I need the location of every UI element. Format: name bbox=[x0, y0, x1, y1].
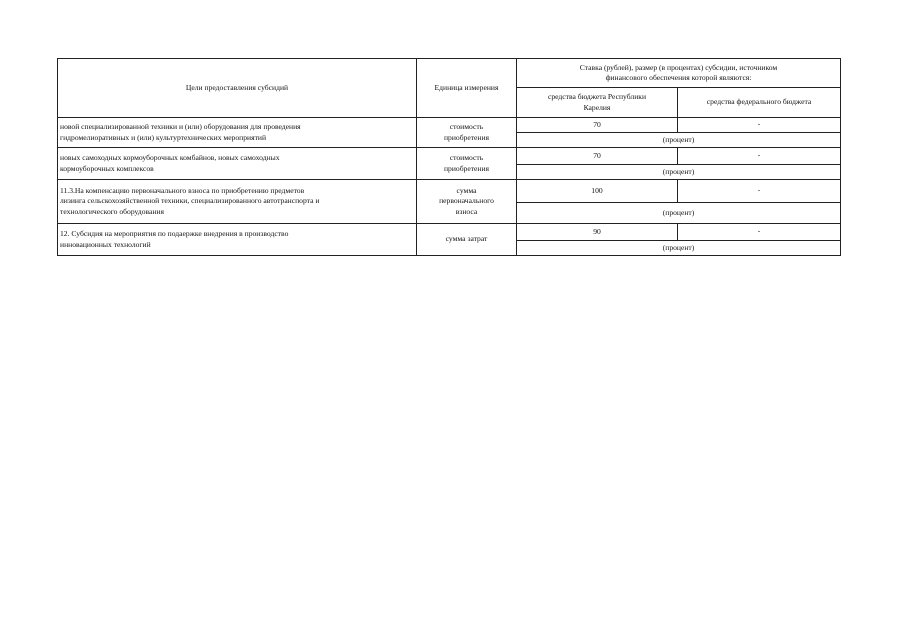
header-row-top bbox=[58, 59, 841, 88]
row-unit: сумма первоначального взноса bbox=[417, 180, 517, 224]
row-measure: (процент) bbox=[517, 241, 841, 256]
header-federal-budget: средства федерального бюджета bbox=[678, 88, 841, 118]
header-goal: Цели предоставления субсидий bbox=[58, 59, 417, 118]
row-federal-value: - bbox=[678, 224, 841, 241]
header-rate: Ставка (рублей), размер (в процентах) субсидии, источником финансового обеспечения которой являются: bbox=[517, 59, 841, 88]
row-goal: 11.3.На компенсацию первоначального взноса по приобретению предметов лизинга сельскохозяйственной техники, специализированного автотранспорта и технологического оборудования bbox=[58, 180, 417, 224]
row-measure: (процент) bbox=[517, 133, 841, 148]
row-goal: новой специализированной техники и (или) оборудования для проведения гидромелиоративных и (или) культуртехнических мероприятий bbox=[58, 118, 417, 148]
row-goal: новых самоходных кормоуборочных комбайнов, новых самоходных кормоуборочных комплексов bbox=[58, 148, 417, 180]
row-measure: (процент) bbox=[517, 203, 841, 224]
row-measure: (процент) bbox=[517, 165, 841, 180]
row-federal-value: - bbox=[678, 148, 841, 165]
row-unit: стоимость приобретения bbox=[417, 118, 517, 148]
table-row bbox=[58, 224, 841, 241]
subsidy-table bbox=[57, 58, 841, 256]
row-regional-value: 70 bbox=[517, 148, 678, 165]
row-unit: стоимость приобретения bbox=[417, 148, 517, 180]
table-row bbox=[58, 180, 841, 203]
row-regional-value: 100 bbox=[517, 180, 678, 203]
header-unit: Единица измерения bbox=[417, 59, 517, 118]
row-unit: сумма затрат bbox=[417, 224, 517, 256]
row-federal-value: - bbox=[678, 118, 841, 133]
header-regional-budget: средства бюджета Республики Карелия bbox=[517, 88, 678, 118]
row-federal-value: - bbox=[678, 180, 841, 203]
row-goal: 12. Субсидия на мероприятия по подаержке внедрения в производство инновационных технологий bbox=[58, 224, 417, 256]
table-row bbox=[58, 148, 841, 165]
row-regional-value: 70 bbox=[517, 118, 678, 133]
table-row bbox=[58, 118, 841, 133]
row-regional-value: 90 bbox=[517, 224, 678, 241]
